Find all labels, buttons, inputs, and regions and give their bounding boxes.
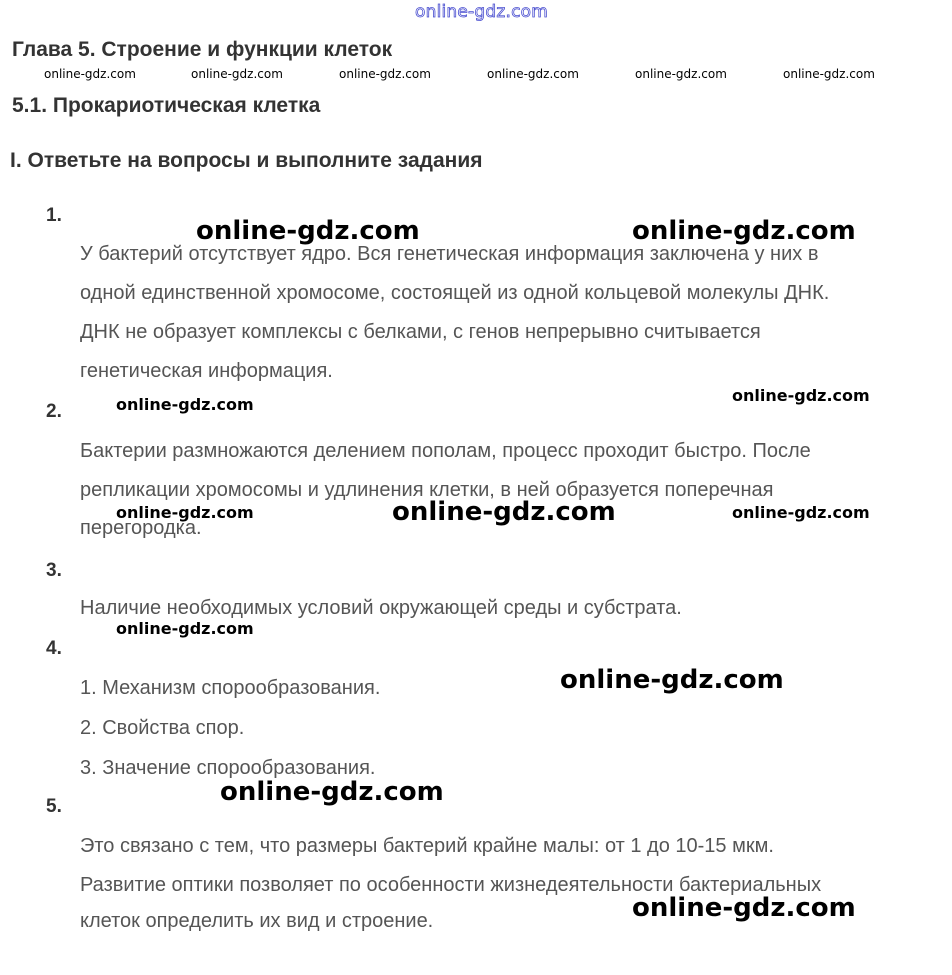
watermark: online-gdz.com (220, 777, 444, 807)
watermark: online-gdz.com (116, 395, 254, 414)
watermark: online-gdz.com (191, 67, 283, 81)
question-number: 3. (46, 560, 62, 581)
watermark: online-gdz.com (632, 893, 856, 923)
answer-line: Это связано с тем, что размеры бактерий крайне малы: от 1 до 10-15 мкм. (80, 835, 774, 857)
watermark: online-gdz.com (44, 67, 136, 81)
watermark: online-gdz.com (196, 216, 420, 246)
answer-text (80, 235, 829, 391)
watermark: online-gdz.com (116, 503, 254, 522)
section-title: 5.1. Прокариотическая клетка (12, 94, 321, 117)
answer-text (80, 432, 811, 548)
question-number: 5. (46, 796, 62, 817)
watermark: online-gdz.com (560, 665, 784, 695)
watermark: online-gdz.com (635, 67, 727, 81)
answer-line: клеток определить их вид и строение. (80, 910, 434, 932)
answer-line: Наличие необходимых условий окружающей среды и субстрата. (80, 597, 682, 619)
chapter-title: Глава 5. Строение и функции клеток (12, 38, 393, 61)
answer-line: генетическая информация. (80, 360, 333, 382)
answer-line: ДНК не образует комплексы с белками, с генов непрерывно считывается (80, 321, 761, 343)
answer-list (80, 669, 380, 788)
watermark: online-gdz.com (732, 503, 870, 522)
watermark: online-gdz.com (632, 216, 856, 246)
answer-line: репликации хромосомы и удлинения клетки, в ней образуется поперечная (80, 479, 774, 501)
part-title: I. Ответьте на вопросы и выполните задания (10, 149, 483, 172)
watermark: online-gdz.com (116, 619, 254, 638)
question-number: 1. (46, 205, 62, 226)
answer-line: одной единственной хромосоме, состоящей из одной кольцевой молекулы ДНК. (80, 282, 830, 304)
list-item: 2. Свойства спор. (80, 717, 245, 739)
answer-line: перегородка. (80, 517, 202, 539)
watermark: online-gdz.com (392, 497, 616, 527)
question-number: 2. (46, 401, 62, 422)
watermark: online-gdz.com (783, 67, 875, 81)
site-logo[interactable]: online-gdz.com (415, 2, 549, 22)
answer-line: Развитие оптики позволяет по особенности жизнедеятельности бактериальных (80, 874, 822, 896)
list-item: 3. Значение спорообразования. (80, 757, 376, 779)
answer-line: У бактерий отсутствует ядро. Вся генетическая информация заключена у них в (80, 243, 819, 265)
answer-text (80, 827, 821, 941)
question-number: 4. (46, 638, 62, 659)
answer-line: Бактерии размножаются делением пополам, процесс проходит быстро. После (80, 440, 811, 462)
watermark: online-gdz.com (487, 67, 579, 81)
list-item: 1. Механизм спорообразования. (80, 677, 381, 699)
watermark: online-gdz.com (732, 386, 870, 405)
watermark: online-gdz.com (339, 67, 431, 81)
